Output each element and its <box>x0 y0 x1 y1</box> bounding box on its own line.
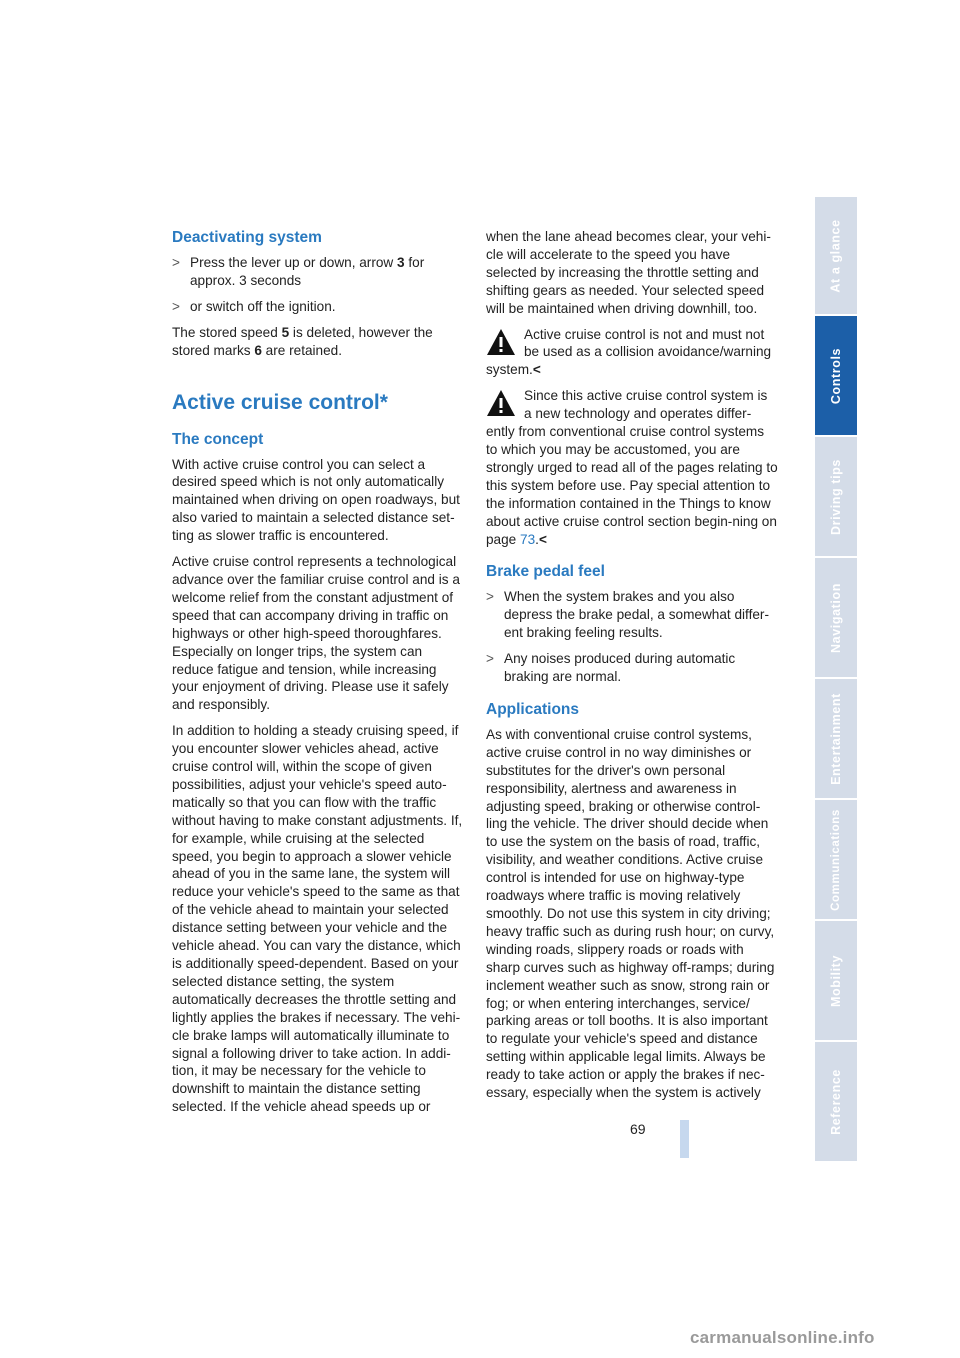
continuation-paragraph: when the lane ahead becomes clear, your vehi-cle will accelerate to the speed you have selected by increasing the throttle setting and shifting gears as needed. Your selected speed will be maintained when driving downhill, too. <box>486 229 771 316</box>
list-item <box>172 254 464 290</box>
tab-communications[interactable] <box>815 800 857 919</box>
tab-label: Reference <box>829 1068 844 1135</box>
watermark: carmanualsonline.info <box>690 1328 875 1347</box>
brake-heading: Brake pedal feel <box>486 563 605 581</box>
concept-paragraph: Active cruise control represents a technological advance over the familiar cruise control and is a welcome relief from the constant adjustment of speed that can accompany driving in traffic on highways or other high-speed thoroughfares. Especially on longer trips, the system can reduce fatigue and tension, while increasing your enjoyment of driving. Please use it safely and responsibly. <box>172 554 460 713</box>
tab-driving-tips[interactable] <box>815 437 857 556</box>
tab-controls[interactable] <box>815 316 857 435</box>
tab-navigation[interactable] <box>815 558 857 677</box>
arrow-number: 3 <box>397 255 405 270</box>
list-item <box>486 650 778 686</box>
bullet-marker: > <box>486 651 494 667</box>
warning-text: Active cruise control is not and must not be used as a collision avoidance/warning system. <box>486 326 772 378</box>
warning-triangle-icon <box>486 328 516 356</box>
list-item <box>172 298 464 316</box>
tab-label: Mobility <box>829 954 843 1007</box>
warning-triangle-icon <box>486 389 516 417</box>
page-number: 69 <box>630 1121 646 1137</box>
bullet-marker: > <box>172 298 180 314</box>
tab-label: At a glance <box>829 218 844 293</box>
list-text: Press the lever up or down, arrow <box>190 255 398 270</box>
tab-reference[interactable] <box>815 1042 857 1161</box>
left-column <box>172 228 464 1124</box>
applications-paragraph: As with conventional cruise control systems, active cruise control in no way diminishes or substitutes for the driver's own personal responsibility, alertness and awareness in adjusting speed, braking or otherwise control-ling the vehicle. The driver should decide when to use the system on the basis of road, traffic, visibility, and weather conditions. Active cruise control is intended for use on highway-type roadways where traffic is moving relatively smoothly. Do not use this system in city driving; heavy traffic such as during rush hour; on curvy, winding roads, slippery roads or roads with sharp curves such as highway off-ramps; during inclement weather such as snow, strong rain or fog; or when entering interchanges, service/ parking areas or toll booths. It is also important to regulate your vehicle's speed and distance setting within applicable legal limits. Always be ready to take action or apply the brakes if nec-essary, especially when the system is actively <box>486 726 775 1101</box>
concept-paragraph: With active cruise control you can select a desired speed which is not only automatically maintained when driving on open roadways, but also varied to maintain a selected distance set-ting as slower traffic is encountered. <box>172 456 460 544</box>
page-link[interactable]: 73 <box>520 531 536 547</box>
end-marker: < <box>538 531 547 547</box>
section-heading: Active cruise control* <box>172 390 388 414</box>
tab-label: Navigation <box>829 582 843 653</box>
list-text: for approx. 3 seconds <box>190 255 425 288</box>
list-text: When the system brakes and you also depress the brake pedal, a somewhat differ-ent braking feeling results. <box>504 589 769 641</box>
list-text: Any noises produced during automatic braking are normal. <box>504 651 736 685</box>
tab-at-a-glance[interactable] <box>815 197 857 314</box>
warning-text: Since this active cruise control system is a new technology and operates differ-ently from conventional cruise control systems to which you may be accustomed, you are strongly urged to read all of the pages relating to this system before use. Pay special attention to the information contained in the Things to know about active cruise control section begin-ning on page <box>486 388 778 547</box>
warning-block <box>486 387 778 548</box>
tab-label: Driving tips <box>829 458 843 535</box>
concept-heading: The concept <box>172 430 264 448</box>
concept-paragraph: In addition to holding a steady cruising speed, if you encounter slower vehicles ahead, active cruise control will, within the scope of given possibilities, adjust your vehicle's speed auto-matically so that you can flow with the traffic without having to make constant adjustments. If, for example, while cruising at the selected speed, you begin to approach a slower vehicle ahead of you in the same lane, the system will reduce your vehicle's speed to the same as that of the vehicle ahead to maintain your selected distance setting between your vehicle and the vehicle ahead. You can vary the distance, which is additionally speed-dependent. Based on your selected distance setting, the system automatically decreases the throttle setting and lightly applies the brakes if necessary. The vehi-cle brake lamps will automatically illuminate to signal a following driver to take action. In addi-tion, it may be necessary for the vehicle to downshift to maintain the distance setting selected. If the vehicle ahead speeds up or <box>172 723 463 1115</box>
list-text: or switch off the ignition. <box>190 298 336 314</box>
tab-mobility[interactable] <box>815 921 857 1040</box>
bullet-marker: > <box>486 589 494 605</box>
applications-heading: Applications <box>486 700 580 718</box>
tab-entertainment[interactable] <box>815 679 857 798</box>
end-marker: < <box>532 362 541 378</box>
warning-block <box>486 326 778 380</box>
page-marker-bar <box>680 1120 689 1158</box>
right-column <box>486 228 778 1110</box>
stored-speed-paragraph: The stored speed 5 is deleted, however the stored marks 6 are retained. <box>172 324 433 358</box>
tab-label: Controls <box>829 347 843 404</box>
tab-label: Communications <box>830 808 842 911</box>
chapter-tabs <box>815 197 857 1163</box>
bullet-marker: > <box>172 255 180 270</box>
deactivating-heading: Deactivating system <box>172 229 322 246</box>
tab-label: Entertainment <box>829 692 843 785</box>
punctuation: . <box>535 531 539 547</box>
list-item <box>486 588 778 642</box>
